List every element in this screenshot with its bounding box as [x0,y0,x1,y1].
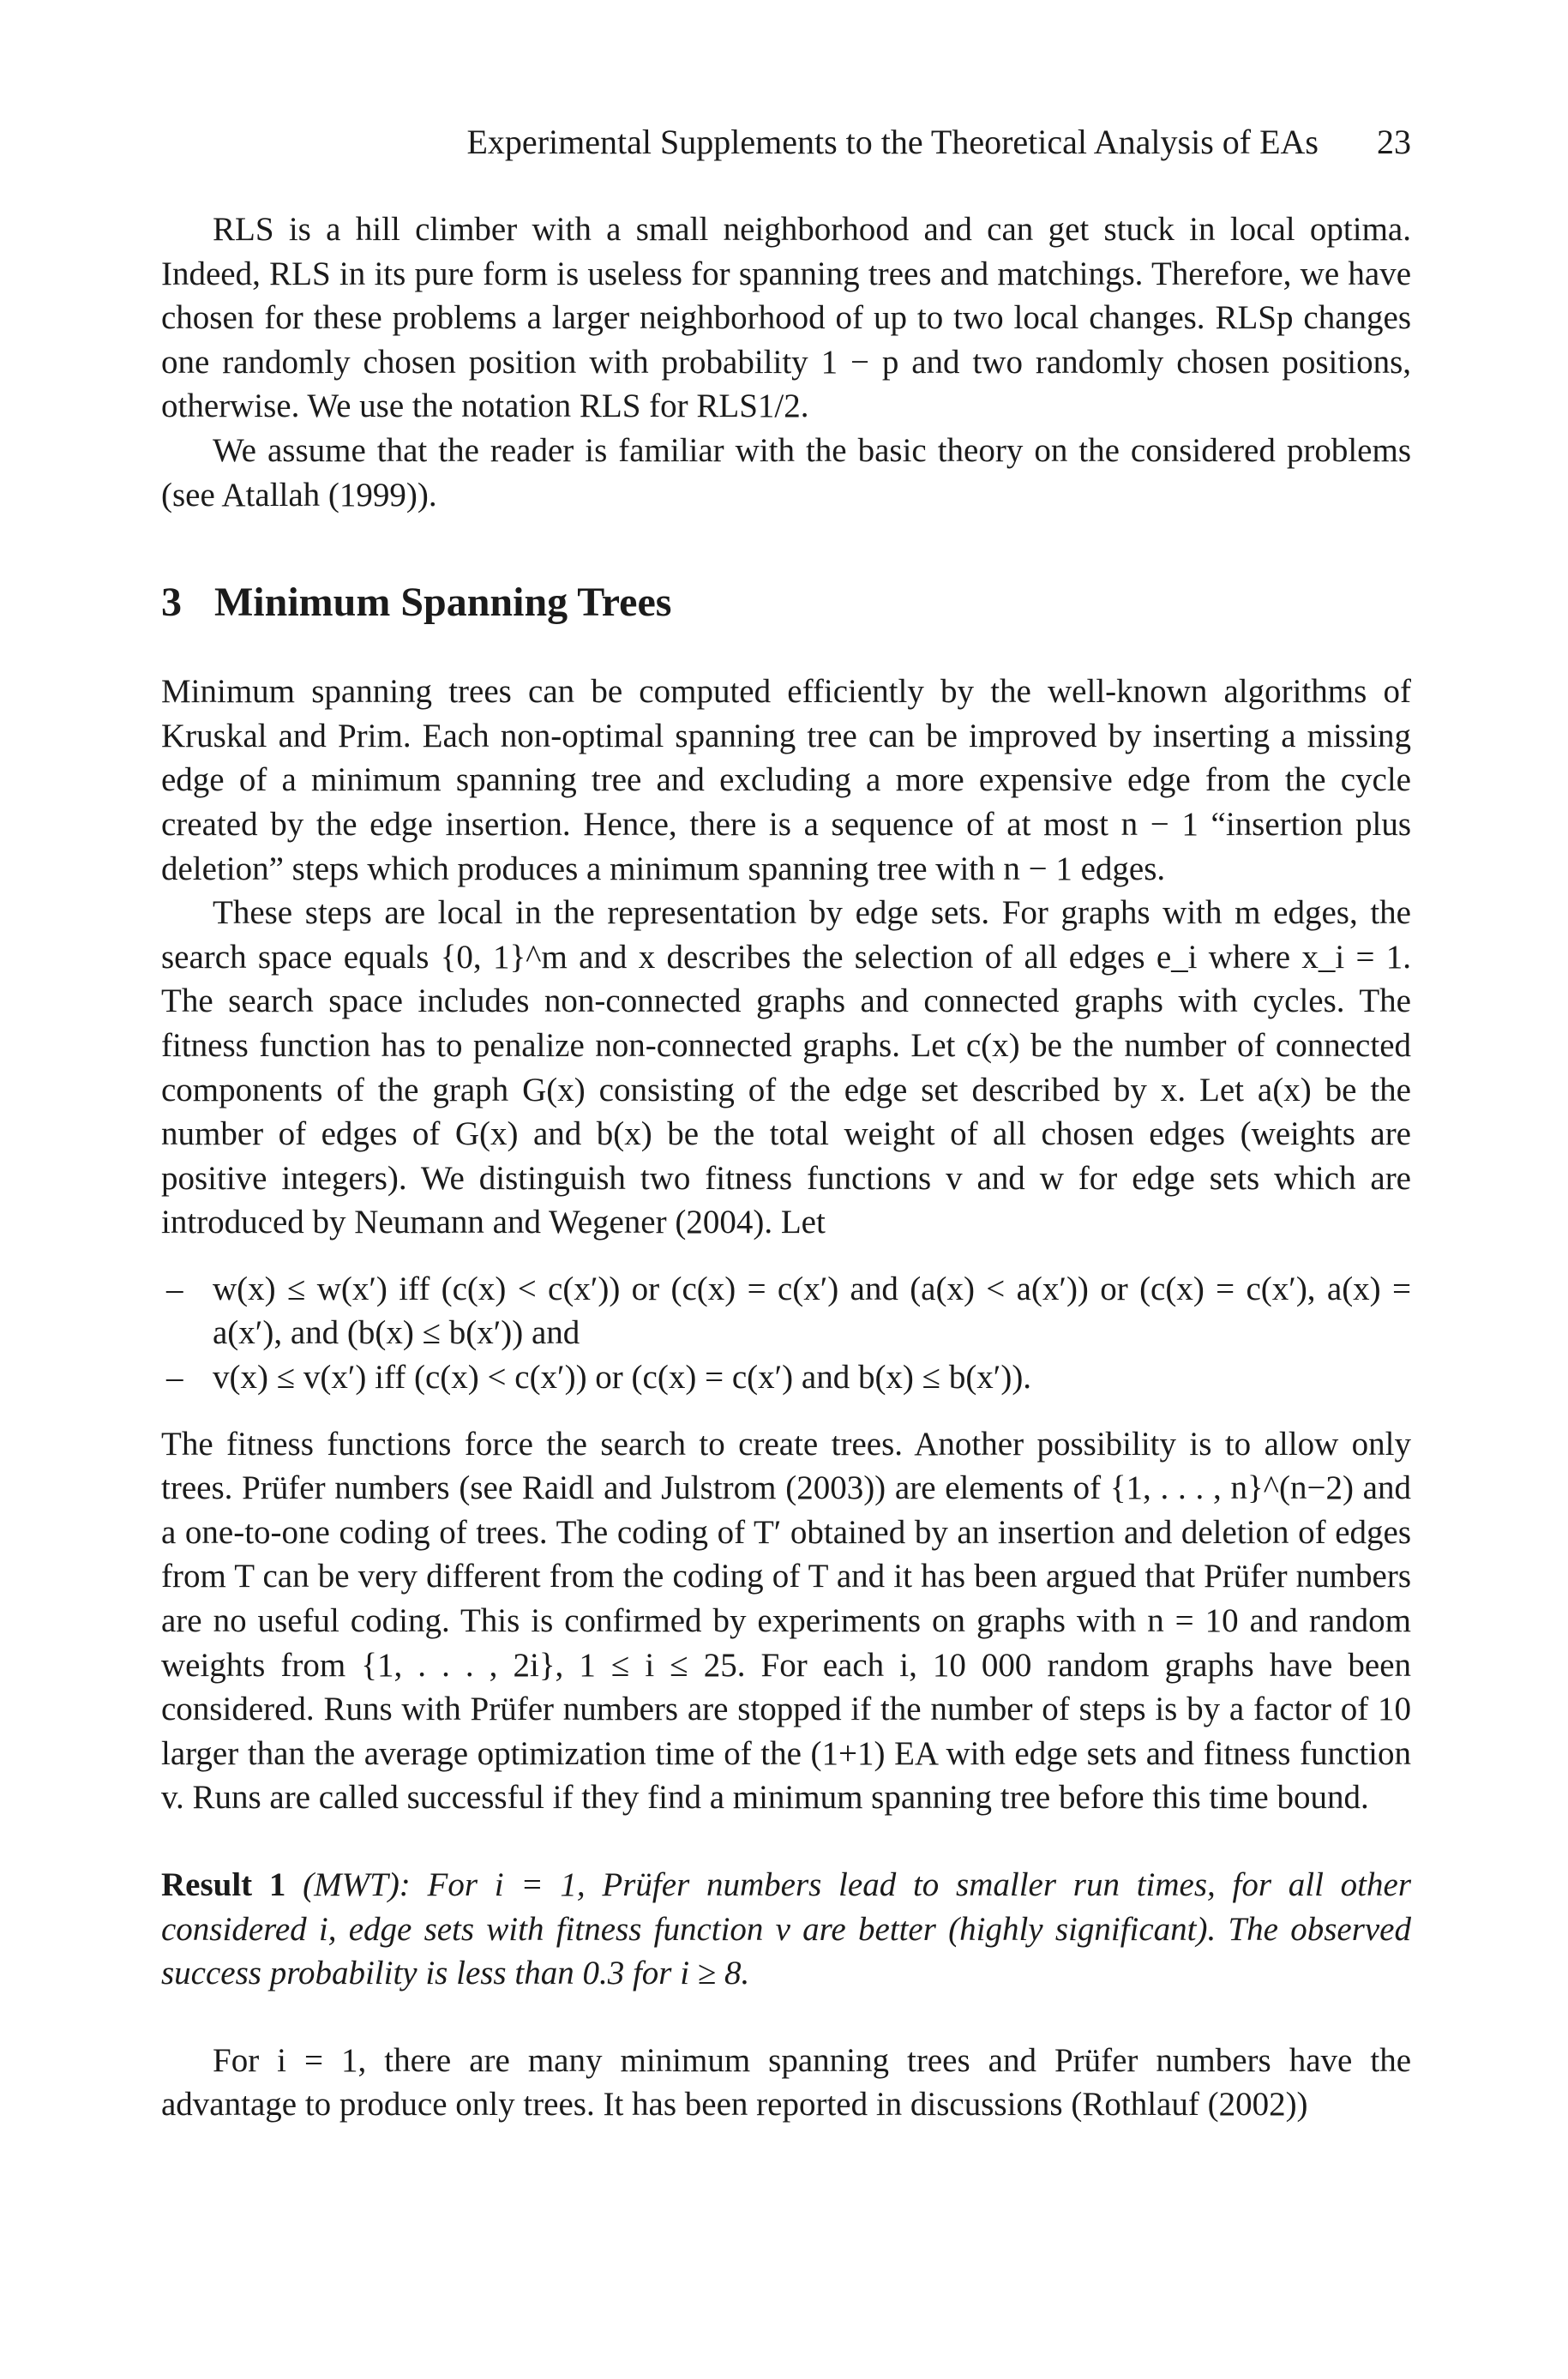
definition-w [161,1267,1411,1355]
result-block [161,1863,1411,1996]
section-number: 3 [161,580,182,626]
body-paragraph-3: The fitness functions force the search to create trees. Another possibility is to allow only trees. Prüfer numbers (see Raidl and Julstrom (2003)) are elements of {1, . . . , n}^(n−2) and a one-to-one coding of trees. The coding of T′ obtained by an insertion and deletion of edges from T can be very different from the coding of T and it has been argued that Prüfer numbers are no useful coding. This is confirmed by experiments on graphs with n = 10 and random weights from {1, . . . , 2i}, 1 ≤ i ≤ 25. For each i, 10 000 random graphs have been considered. Runs with Prüfer numbers are stopped if the number of steps is by a factor of 10 larger than the average optimization time of the (1+1) EA with edge sets and fitness function v. Runs are called successful if they find a minimum spanning tree before this time bound. [161,1425,1411,1817]
definition-v [161,1355,1411,1400]
body-paragraph-1: Minimum spanning trees can be computed efficiently by the well-known algorithms of Kruskal and Prim. Each non-optimal spanning tree can be improved by inserting a missing edge of a minimum spanning tree and excluding a more expensive edge from the cycle created by the edge insertion. Hence, there is a sequence of at most n − 1 “insertion plus deletion” steps which produces a minimum spanning tree with n − 1 edges. [161,673,1411,887]
page-number: 23 [1377,123,1411,161]
fitness-definitions [161,1267,1411,1400]
intro-paragraph-2: We assume that the reader is familiar with the basic theory on the considered problems (see Atallah (1999)). [161,431,1411,514]
list-dash: – [166,1359,183,1397]
definition-w-text: w(x) ≤ w(x′) iff (c(x) < c(x′)) or (c(x) = c(x′) and (a(x) < a(x′)) or (c(x) = c(x′), a(x) = a(x′), and (b(x) ≤ b(x′)) and [213,1270,1411,1352]
result-label: Result 1 [161,1866,286,1903]
body-paragraph-2: These steps are local in the representation by edge sets. For graphs with m edges, the search space equals {0, 1}^m and x describes the selection of all edges e_i where x_i = 1. The search space includes non-connected graphs and connected graphs with cycles. The fitness function has to penalize non-connected graphs. Let c(x) be the number of connected components of the graph G(x) consisting of the edge set described by x. Let a(x) be the number of edges of G(x) and b(x) be the total weight of all chosen edges (weights are positive integers). We distinguish two fitness functions v and w for edge sets which are introduced by Neumann and Wegener (2004). Let [161,894,1411,1241]
page [161,120,1411,2127]
section-heading [161,579,1411,627]
result-text: (MWT): For i = 1, Prüfer numbers lead to smaller run times, for all other considered i, edge sets with fitness function v are better (highly significant). The observed success probability is less than 0.3 for i ≥ 8. [161,1866,1412,1992]
body-paragraph-4: For i = 1, there are many minimum spanning trees and Prüfer numbers have the advantage to produce only trees. It has been reported in discussions (Rothlauf (2002)) [161,2041,1411,2124]
running-head-title: Experimental Supplements to the Theoretical Analysis of EAs [466,123,1319,161]
running-head [161,120,1411,165]
intro-paragraph-1: RLS is a hill climber with a small neighborhood and can get stuck in local optima. Indeed, RLS in its pure form is useless for spanning trees and matchings. Therefore, we have chosen for these problems a larger neighborhood of up to two local changes. RLSp changes one randomly chosen position with probability 1 − p and two randomly chosen positions, otherwise. We use the notation RLS for RLS1/2. [161,211,1411,425]
definition-v-text: v(x) ≤ v(x′) iff (c(x) < c(x′)) or (c(x) = c(x′) and b(x) ≤ b(x′)). [213,1359,1032,1397]
list-dash: – [166,1270,183,1307]
section-title: Minimum Spanning Trees [214,580,672,626]
